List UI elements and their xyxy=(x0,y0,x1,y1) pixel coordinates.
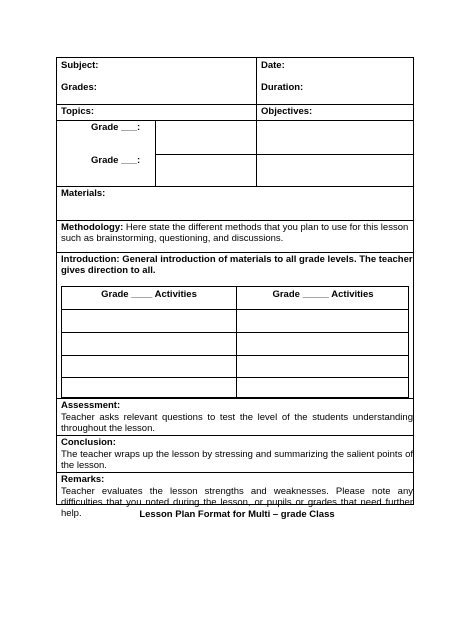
column-divider xyxy=(155,120,156,186)
row-divider xyxy=(155,154,413,155)
activities-header: Grade _____ Activities xyxy=(272,289,374,300)
row-divider xyxy=(57,398,413,399)
assessment-label: Assessment: xyxy=(61,400,121,411)
methodology-text: Here state the different methods that you plan to use for this lesson such as brainstorming, questioning, and discussions. xyxy=(61,222,409,244)
row-divider xyxy=(57,120,413,121)
materials-label: Materials: xyxy=(61,188,106,199)
duration-label: Duration: xyxy=(261,82,304,93)
row-divider xyxy=(62,355,408,356)
row-divider xyxy=(62,377,408,378)
document-caption: Lesson Plan Format for Multi – grade Class xyxy=(139,509,335,520)
row-divider xyxy=(57,186,413,187)
row-divider xyxy=(57,472,413,473)
introduction-text: Introduction: General introduction of materials to all grade levels. The teacher gives direction to all. xyxy=(61,254,413,276)
topics-label: Topics: xyxy=(61,106,95,117)
row-divider xyxy=(57,435,413,436)
subject-label: Subject: xyxy=(61,60,99,71)
remarks-label: Remarks: xyxy=(61,474,105,485)
row-divider xyxy=(57,104,413,105)
grade-row-label: Grade ___: xyxy=(91,155,141,166)
grades-label: Grades: xyxy=(61,82,97,93)
assessment-text: Teacher asks relevant questions to test the level of the students understanding throughout the lesson. xyxy=(61,412,413,434)
methodology-section xyxy=(61,222,411,244)
row-divider xyxy=(57,220,413,221)
column-divider xyxy=(256,58,257,186)
activities-header: Grade ____ Activities xyxy=(101,289,197,300)
conclusion-text: The teacher wraps up the lesson by stressing and summarizing the salient points of the lesson. xyxy=(61,449,413,471)
activities-table xyxy=(61,286,409,398)
methodology-label: Methodology: xyxy=(61,222,124,233)
row-divider xyxy=(62,309,408,310)
grade-row-label: Grade ___: xyxy=(91,122,141,133)
row-divider xyxy=(62,332,408,333)
remarks-text: Teacher evaluates the lesson strengths and weaknesses. Please note any difficulties that you noted during the lesson, or pupils or grades that need further help. xyxy=(61,486,413,519)
objectives-label: Objectives: xyxy=(261,106,313,117)
column-divider xyxy=(236,287,237,397)
date-label: Date: xyxy=(261,60,285,71)
row-divider xyxy=(57,252,413,253)
conclusion-label: Conclusion: xyxy=(61,437,116,448)
